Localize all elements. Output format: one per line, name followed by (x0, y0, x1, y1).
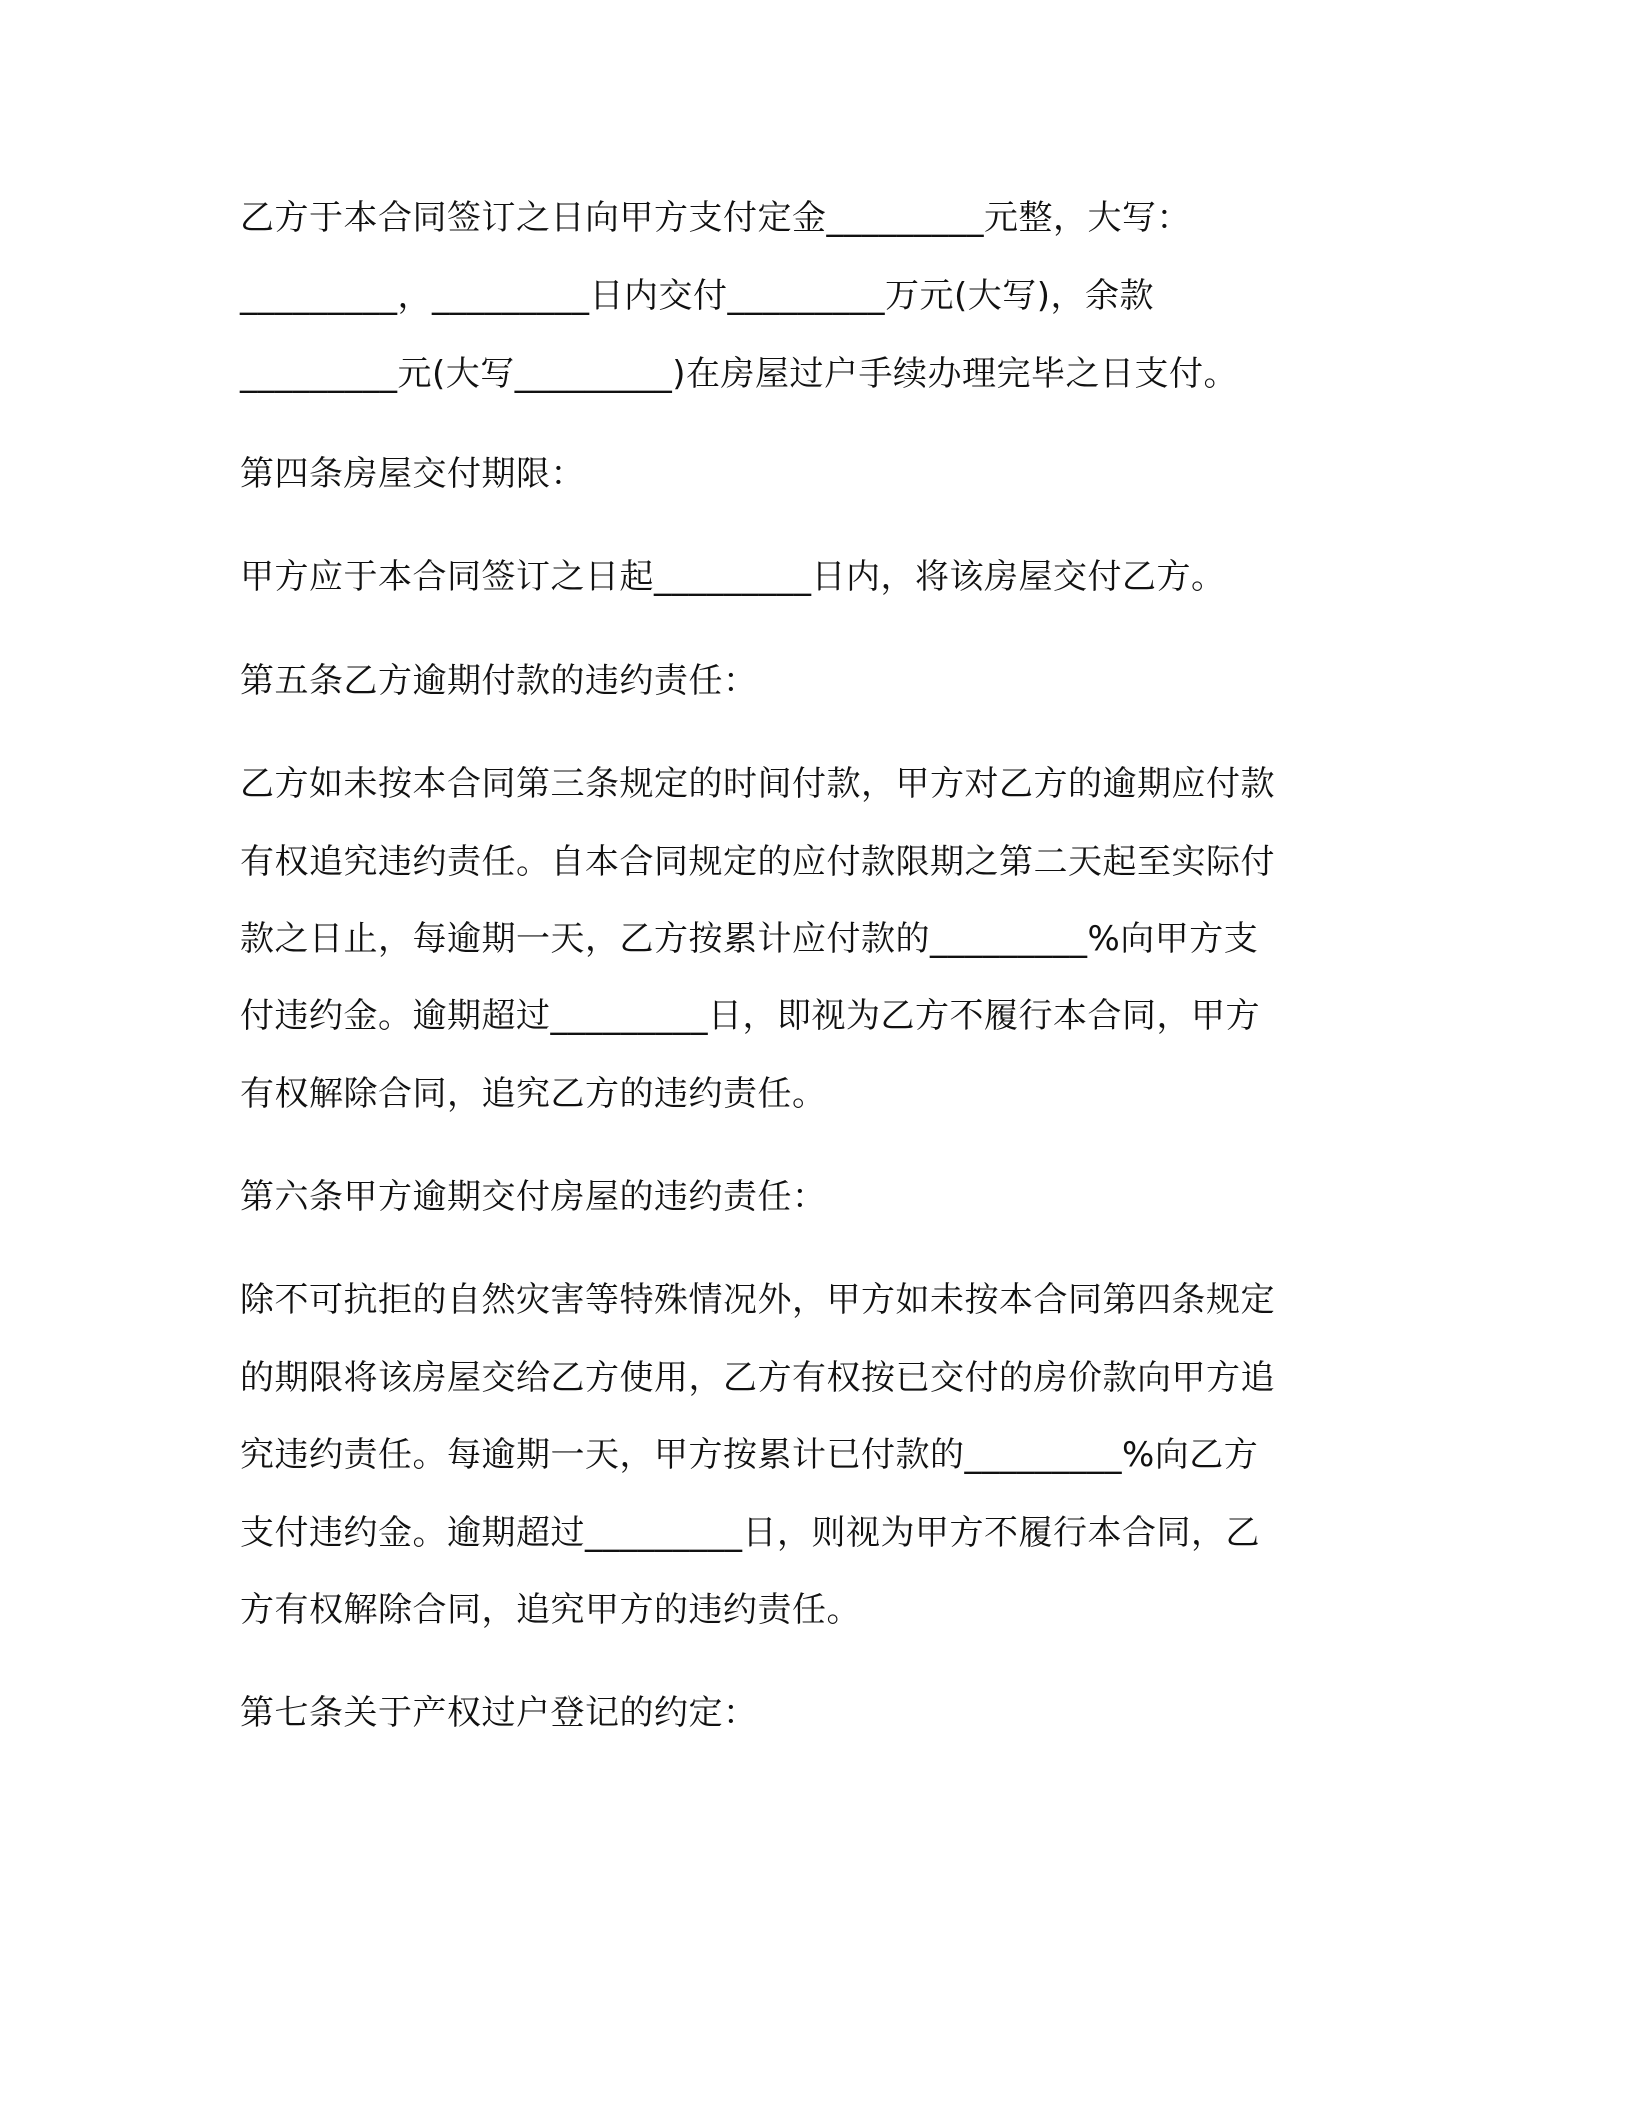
text-line-balance: _________元(大写_________)在房屋过户手续办理完毕之日支付。 (240, 354, 1239, 394)
article-7-heading: 第七条关于产权过户登记的约定： (240, 1693, 758, 1733)
text-line-article-6-3: 究违约责任。每逾期一天，甲方按累计已付款的_________%向乙方 (240, 1435, 1259, 1475)
text-line-article-6-4: 支付违约金。逾期超过_________日，则视为甲方不履行本合同，乙 (240, 1513, 1260, 1553)
text-line-article-5-1: 乙方如未按本合同第三条规定的时间付款，甲方对乙方的逾期应付款 (240, 764, 1275, 804)
text-line-article-5-5: 有权解除合同，追究乙方的违约责任。 (240, 1074, 827, 1114)
article-4-heading: 第四条房屋交付期限： (240, 454, 585, 494)
text-line-article-6-1: 除不可抗拒的自然灾害等特殊情况外，甲方如未按本合同第四条规定 (240, 1280, 1275, 1320)
text-line-deposit: 乙方于本合同签订之日向甲方支付定金_________元整，大写： (240, 198, 1191, 238)
text-line-delivery-term: 甲方应于本合同签订之日起_________日内，将该房屋交付乙方。 (240, 557, 1226, 597)
text-line-article-5-3: 款之日止，每逾期一天，乙方按累计应付款的_________%向甲方支 (240, 919, 1259, 959)
text-line-article-6-5: 方有权解除合同，追究甲方的违约责任。 (240, 1590, 861, 1630)
text-line-payment-schedule: _________，_________日内交付_________万元(大写)，余款 (240, 276, 1155, 316)
article-5-heading: 第五条乙方逾期付款的违约责任： (240, 661, 758, 701)
text-line-article-5-4: 付违约金。逾期超过_________日，即视为乙方不履行本合同，甲方 (240, 996, 1260, 1036)
text-line-article-5-2: 有权追究违约责任。自本合同规定的应付款限期之第二天起至实际付 (240, 842, 1275, 882)
text-line-article-6-2: 的期限将该房屋交给乙方使用，乙方有权按已交付的房价款向甲方追 (240, 1358, 1275, 1398)
article-6-heading: 第六条甲方逾期交付房屋的违约责任： (240, 1177, 827, 1217)
